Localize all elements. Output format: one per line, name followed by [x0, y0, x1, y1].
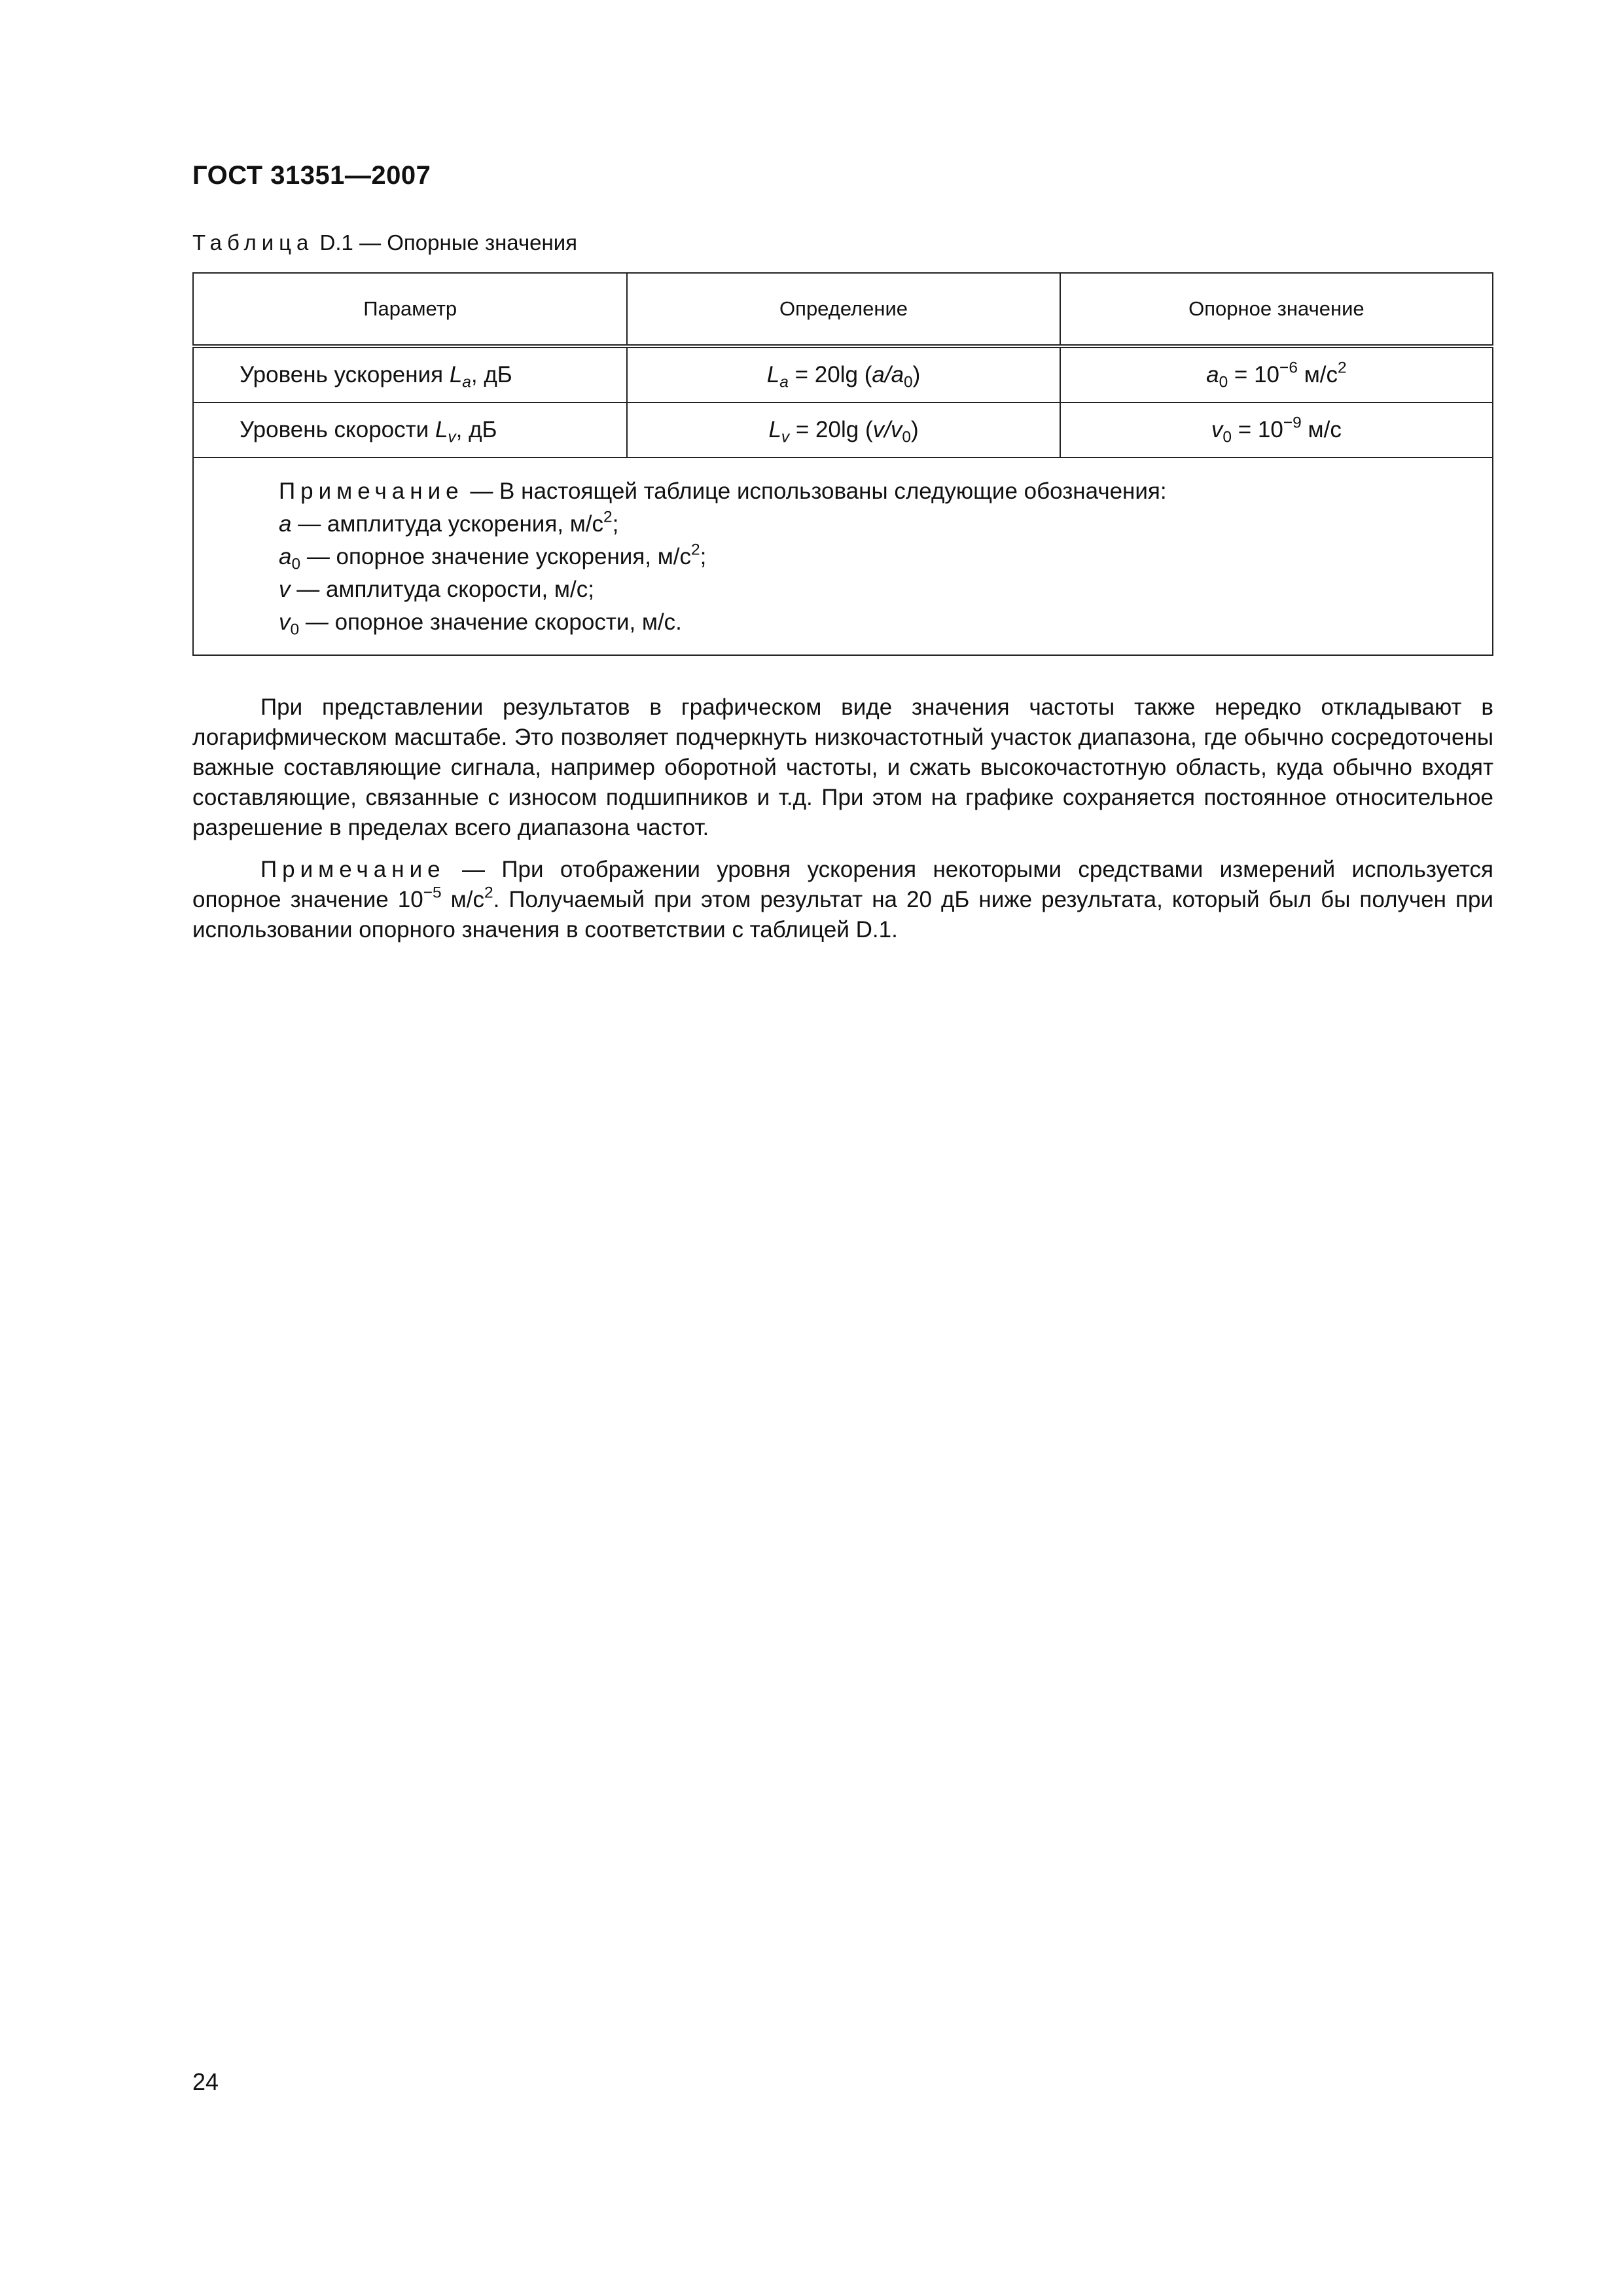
def-denominator-sub: 0	[904, 373, 913, 391]
note-symbol: v	[279, 609, 291, 635]
table-note	[193, 457, 1493, 655]
note-text-a: — При отображении уровня ускорения некоторыми средствами измерений используется опорное значение 10	[192, 857, 1493, 912]
cell-parameter	[193, 403, 627, 457]
ref-equals: = 10	[1228, 362, 1280, 387]
note-tail: ;	[612, 511, 619, 537]
def-close: )	[911, 417, 919, 442]
note-subscript: 0	[290, 620, 300, 639]
note-tail: ;	[700, 544, 707, 569]
note-item	[279, 508, 1492, 541]
def-formula: = 20lg (	[788, 362, 872, 387]
note-symbol: a	[279, 511, 292, 537]
param-text: Уровень скорости	[240, 417, 435, 442]
param-text: Уровень ускорения	[240, 362, 450, 387]
def-formula: = 20lg (	[789, 417, 873, 442]
note-text: — опорное значение скорости, м/с.	[299, 609, 682, 635]
ref-unit: м/с	[1297, 362, 1338, 387]
cell-definition	[627, 403, 1060, 457]
param-subscript: v	[448, 428, 456, 446]
table-row-acceleration	[193, 346, 1493, 403]
note-intro-line	[279, 475, 1492, 508]
note-item	[279, 573, 1492, 606]
note-label: Примечание	[279, 478, 464, 504]
cell-parameter	[193, 346, 627, 403]
table-note-row	[193, 457, 1493, 655]
def-slash: /	[884, 362, 891, 387]
def-numerator: a	[872, 362, 885, 387]
def-symbol-sub: a	[779, 373, 789, 391]
cell-definition	[627, 346, 1060, 403]
column-header-parameter: Параметр	[193, 273, 627, 346]
note-text-b: м/с	[441, 887, 484, 912]
page-number: 24	[192, 2068, 219, 2095]
note-item	[279, 541, 1492, 573]
note-exponent: 2	[603, 508, 613, 526]
note-symbol: v	[279, 577, 291, 602]
document-header: ГОСТ 31351—2007	[192, 161, 431, 190]
column-header-reference-value: Опорное значение	[1060, 273, 1493, 346]
table-caption-prefix: Таблица	[192, 230, 314, 255]
ref-unit-exponent: 2	[1337, 359, 1347, 377]
def-close: )	[912, 362, 921, 387]
note-exponent-2: 2	[484, 884, 493, 902]
def-denominator-sub: 0	[902, 428, 911, 446]
table-row-velocity	[193, 403, 1493, 457]
note-item	[279, 606, 1492, 639]
ref-exponent: −9	[1283, 414, 1302, 432]
ref-symbol: a	[1206, 362, 1219, 387]
ref-subscript: 0	[1222, 428, 1232, 446]
note-text: — амплитуда ускорения, м/с	[291, 511, 604, 537]
paragraph-log-scale: При представлении результатов в графическом виде значения частоты также нередко откладывают в логарифмическом масштабе. Это позволяет подчеркнуть низкочастотный участок диапазона, где обычно сосредоточены важные составляющие сигнала, например оборотной частоты, и сжать высокочастотную область, куда обычно входят составляющие, связанные с износом подшипников и т.д. При этом на графике сохраняется постоянное относительное разрешение в пределах всего диапазона частот.	[192, 694, 1493, 840]
note-text: — амплитуда скорости, м/с;	[290, 577, 594, 602]
def-symbol: L	[766, 362, 780, 387]
def-numerator: v	[872, 417, 885, 442]
def-symbol: L	[768, 417, 781, 442]
reference-values-table	[192, 272, 1493, 656]
ref-subscript: 0	[1219, 373, 1228, 391]
param-unit: , дБ	[455, 417, 497, 442]
note-text-c: . Получаемый при этом результат на 20 дБ ниже результата, который был бы получен при использовании опорного значения в соответствии с таблицей D.1.	[192, 887, 1493, 942]
paragraph-note	[192, 855, 1493, 945]
def-denominator: v	[890, 417, 902, 442]
note-exponent-1: −5	[423, 884, 442, 902]
note-exponent: 2	[691, 541, 700, 559]
note-label: Примечание	[260, 857, 446, 882]
param-symbol: L	[449, 362, 463, 387]
cell-reference-value	[1060, 346, 1493, 403]
note-subscript: 0	[291, 555, 301, 573]
table-header-row	[193, 273, 1493, 346]
ref-symbol: v	[1211, 417, 1223, 442]
note-symbol: a	[279, 544, 292, 569]
column-header-definition: Определение	[627, 273, 1060, 346]
param-symbol: L	[435, 417, 448, 442]
note-intro: — В настоящей таблице использованы следующие обозначения:	[463, 478, 1167, 504]
ref-unit: м/с	[1301, 417, 1342, 442]
cell-reference-value	[1060, 403, 1493, 457]
def-symbol-sub: v	[781, 428, 790, 446]
table-caption-title: D.1 — Опорные значения	[313, 230, 578, 255]
note-text: — опорное значение ускорения, м/с	[300, 544, 692, 569]
def-denominator: a	[891, 362, 904, 387]
ref-exponent: −6	[1279, 359, 1298, 377]
table-caption	[192, 230, 577, 255]
def-slash: /	[884, 417, 891, 442]
param-unit: , дБ	[471, 362, 512, 387]
ref-equals: = 10	[1232, 417, 1283, 442]
param-subscript: a	[462, 373, 471, 391]
